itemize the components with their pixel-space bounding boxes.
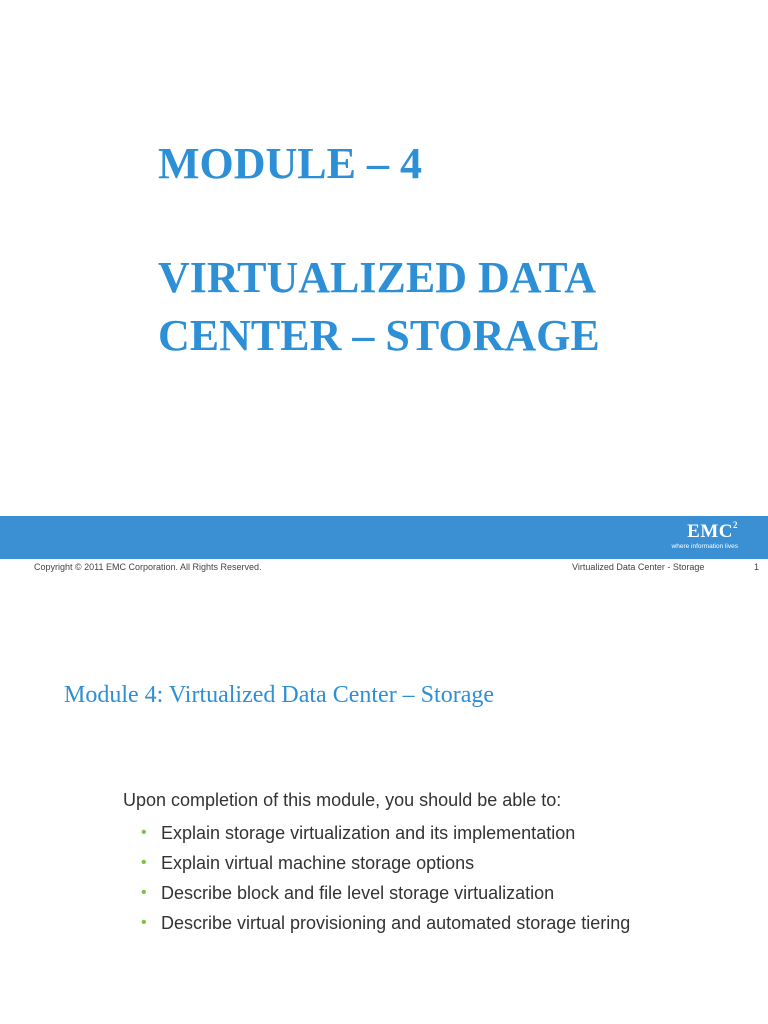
bullet-icon: • [141,854,147,871]
module-title-line-1: VIRTUALIZED DATA [158,253,597,302]
objective-item [141,818,630,848]
objectives-list [141,818,630,938]
footer-title: Virtualized Data Center - Storage [572,562,705,572]
objective-item [141,878,630,908]
page-number: 1 [754,562,760,572]
objective-text: Describe virtual provisioning and automated storage tiering [161,912,631,933]
objective-text: Explain virtual machine storage options [161,852,475,873]
bullet-icon: • [141,884,147,901]
objective-text: Explain storage virtualization and its implementation [161,822,576,843]
intro-text: Upon completion of this module, you should be able to: [123,790,562,810]
objective-item [141,848,630,878]
emc-tagline: where information lives [671,543,738,550]
slide-title: Module 4: Virtualized Data Center – Storage [64,682,494,708]
footer-band [0,516,768,559]
module-number-title: MODULE – 4 [158,139,422,188]
copyright-notice: Copyright © 2011 EMC Corporation. All Rights Reserved. [34,562,262,572]
emc-logo [638,522,738,551]
slide-2 [0,588,768,1024]
emc-wordmark: EMC$^2$ [687,520,738,542]
bullet-icon: • [141,914,147,931]
objective-item [141,908,630,938]
bullet-icon: • [141,824,147,841]
module-title-line-2: CENTER – STORAGE [158,311,600,360]
objective-text: Describe block and file level storage virtualization [161,882,555,903]
